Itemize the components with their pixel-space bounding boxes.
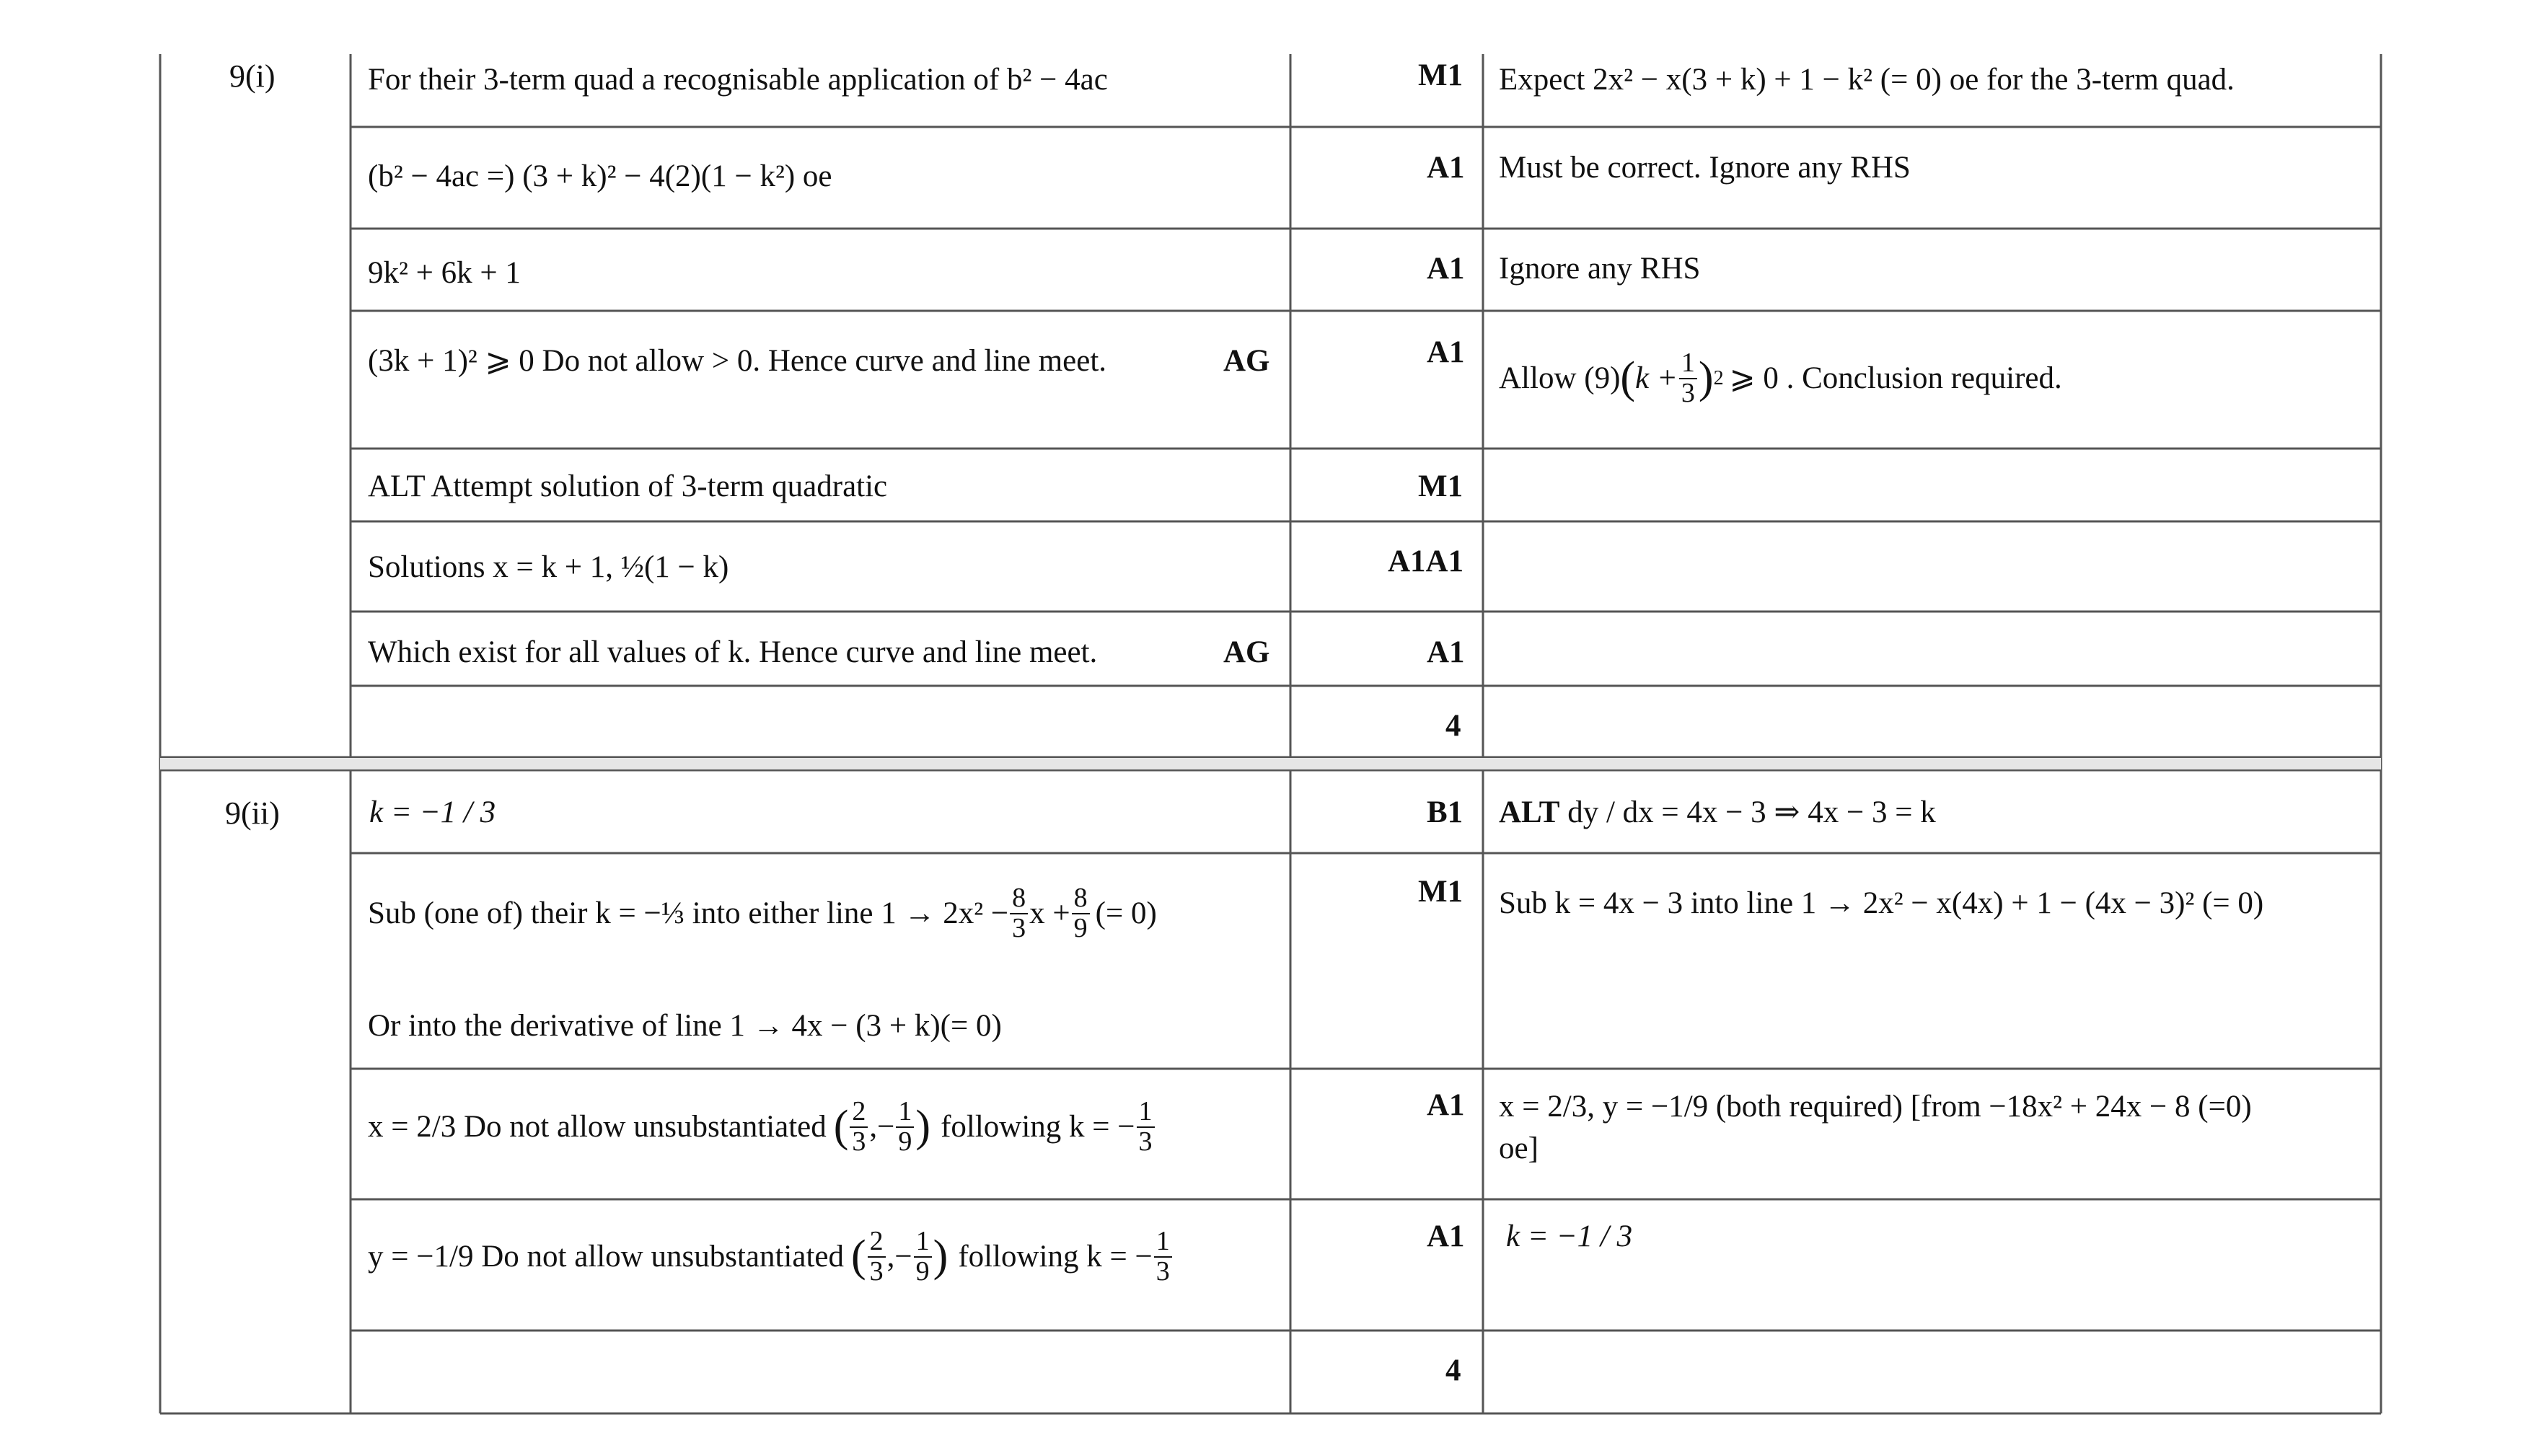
mark-9i-row1: M1 bbox=[1418, 58, 1463, 92]
answer-9i-row5: ALT Attempt solution of 3-term quadratic bbox=[368, 469, 888, 503]
answer-9i-row6: Solutions x = k + 1, ½(1 − k) bbox=[368, 550, 729, 584]
guidance-9i-row4 bbox=[1499, 349, 2062, 408]
fraction-one-third: $\frac{1}{3}$ bbox=[1137, 1098, 1155, 1157]
fraction-two-thirds: $\frac{2}{3}$ bbox=[850, 1098, 868, 1157]
alt-derivative-text: dy / dx = 4x − 3 ⇒ 4x − 3 = k bbox=[1567, 795, 1936, 829]
mark-9ii-row2: M1 bbox=[1418, 875, 1463, 909]
mark-9ii-row4: A1 bbox=[1427, 1219, 1465, 1253]
variable-k: k + bbox=[1635, 361, 1678, 396]
open-paren-glyph: ( bbox=[1620, 353, 1636, 403]
close-paren-glyph: ) bbox=[1698, 353, 1714, 403]
answer-9i-row4: (3k + 1)² ⩾ 0 Do not allow > 0. Hence curve and line meet. bbox=[368, 344, 1107, 378]
answer-9i-row7: Which exist for all values of k. Hence curve and line meet. bbox=[368, 635, 1098, 669]
square-exponent: 2 bbox=[1713, 367, 1724, 390]
total-9ii: 4 bbox=[1445, 1354, 1461, 1387]
mark-9i-row7: A1 bbox=[1427, 635, 1465, 669]
guidance-9i-row2: Must be correct. Ignore any RHS bbox=[1499, 151, 1911, 185]
answer-9ii-row2-line2: Or into the derivative of line 1 → 4x − (3 + k)(= 0) bbox=[368, 1009, 1002, 1043]
answer-9ii-row1: k = −1 / 3 bbox=[369, 795, 496, 829]
answer-9i-row3: 9k² + 6k + 1 bbox=[368, 256, 521, 290]
guidance-9i-row4-prefix: Allow (9) bbox=[1499, 361, 1621, 396]
fraction-eight-ninths: $\frac{8}{9}$ bbox=[1072, 884, 1090, 943]
guidance-9ii-row2: Sub k = 4x − 3 into line 1 → 2x² − x(4x) + 1 − (4x − 3)² (= 0) bbox=[1499, 886, 2264, 920]
open-paren-glyph: ( bbox=[851, 1232, 866, 1281]
ag-9i-row4: AG bbox=[1223, 344, 1270, 378]
fraction-one-ninth: $\frac{1}{9}$ bbox=[914, 1227, 932, 1287]
mark-9i-row5: M1 bbox=[1418, 469, 1463, 503]
fraction-one-ninth: $\frac{1}{9}$ bbox=[896, 1098, 914, 1157]
guidance-9ii-row3-line2: oe] bbox=[1499, 1131, 1539, 1165]
answer-9i-row2: (b² − 4ac =) (3 + k)² − 4(2)(1 − k²) oe bbox=[368, 159, 832, 193]
fraction-one-third: $\frac{1}{3}$ bbox=[1154, 1227, 1172, 1287]
answer-9ii-row3: x = 2/3 Do not allow unsubstantiated ( $\frac{2}{3}$ ,− $\frac{1}{9}$ ) following k = − $\frac{1}{3}$ bbox=[368, 1098, 1156, 1157]
total-9i: 4 bbox=[1445, 709, 1461, 743]
answer-9ii-row4: y = −1/9 Do not allow unsubstantiated ( $\frac{2}{3}$ ,− $\frac{1}{9}$ ) following k = − $\frac{1}{3}$ bbox=[368, 1227, 1174, 1287]
open-paren-glyph: ( bbox=[833, 1102, 849, 1152]
close-paren-glyph: ) bbox=[933, 1232, 948, 1281]
guidance-9i-row4-suffix: ⩾ 0 . Conclusion required. bbox=[1729, 361, 2062, 396]
fraction-eight-thirds: $\frac{8}{3}$ bbox=[1010, 884, 1028, 943]
comma-minus-glyph: ,− bbox=[869, 1110, 895, 1144]
mark-9i-row4: A1 bbox=[1427, 335, 1465, 369]
ag-9i-row7: AG bbox=[1223, 635, 1270, 669]
answer-9ii-row2-line1: Sub (one of) their k = −⅓ into either line 1 → 2x² − $\frac{8}{3}$ x + $\frac{8}{9}$ (= 0) bbox=[368, 883, 1157, 943]
guidance-9ii-row1 bbox=[1499, 793, 1936, 832]
mark-9i-row3: A1 bbox=[1427, 252, 1465, 286]
guidance-9ii-row3-line1: x = 2/3, y = −1/9 (both required) [from −18x² + 24x − 8 (=0) bbox=[1499, 1090, 2252, 1124]
mark-9i-row6: A1A1 bbox=[1388, 544, 1464, 578]
mark-9ii-row3: A1 bbox=[1427, 1088, 1465, 1122]
fraction-two-thirds: $\frac{2}{3}$ bbox=[868, 1227, 886, 1287]
question-label-9ii: 9(ii) bbox=[225, 795, 280, 831]
close-paren-glyph: ) bbox=[915, 1102, 931, 1152]
fraction-one-third: $\frac{1}{3}$ bbox=[1679, 349, 1697, 408]
mark-9ii-row1: B1 bbox=[1427, 795, 1463, 829]
comma-minus-glyph: ,− bbox=[886, 1240, 912, 1274]
guidance-9i-row3: Ignore any RHS bbox=[1499, 252, 1701, 286]
alt-label: ALT bbox=[1499, 795, 1560, 829]
guidance-9ii-row4: k = −1 / 3 bbox=[1506, 1219, 1633, 1253]
answer-9i-row1: For their 3-term quad a recognisable application of b² − 4ac bbox=[368, 63, 1108, 97]
question-label-9i: 9(i) bbox=[229, 58, 276, 94]
mark-9i-row2: A1 bbox=[1427, 151, 1465, 185]
guidance-9i-row1: Expect 2x² − x(3 + k) + 1 − k² (= 0) oe for the 3-term quad. bbox=[1499, 63, 2235, 97]
